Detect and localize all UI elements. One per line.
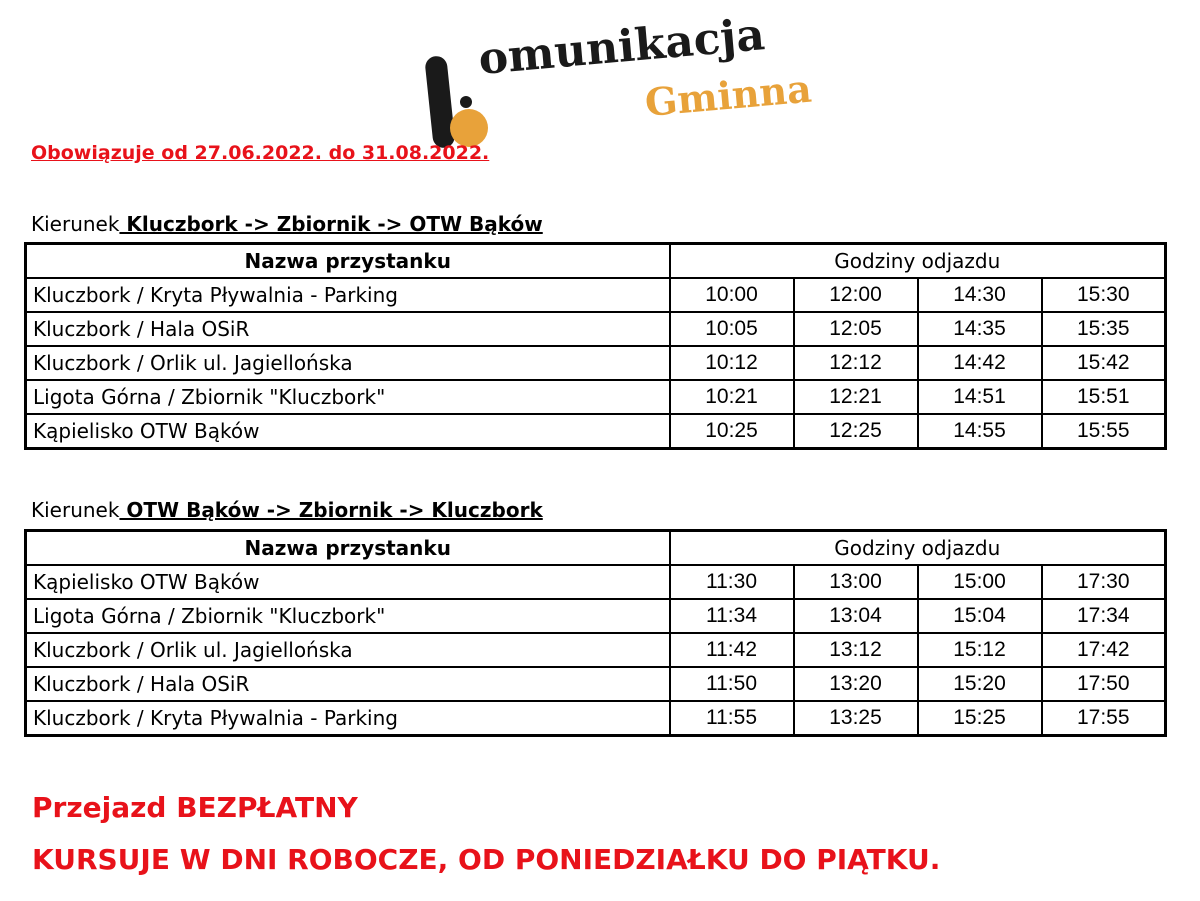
departure-time: 10:12 [670,346,794,380]
table-row [26,380,1166,414]
table-row [26,633,1166,667]
logo-text-komunikacja: omunikacja [476,9,767,86]
departure-time: 14:55 [918,414,1042,449]
departure-time: 15:42 [1042,346,1166,380]
departure-time: 11:55 [670,701,794,736]
departure-time: 12:25 [794,414,918,449]
departure-time: 15:00 [918,565,1042,599]
departure-time: 17:50 [1042,667,1166,701]
departure-time: 15:20 [918,667,1042,701]
table-row [26,565,1166,599]
direction-prefix: Kierunek [31,212,120,236]
departure-time: 13:20 [794,667,918,701]
departure-time: 15:30 [1042,278,1166,312]
departure-time: 17:55 [1042,701,1166,736]
departure-time: 11:42 [670,633,794,667]
departure-time: 14:42 [918,346,1042,380]
departure-time: 17:42 [1042,633,1166,667]
direction-route: OTW Bąków -> Zbiornik -> Kluczbork [119,498,543,522]
departure-time: 11:30 [670,565,794,599]
departure-time: 12:05 [794,312,918,346]
table-row [26,414,1166,449]
departure-time: 13:00 [794,565,918,599]
departure-time: 14:30 [918,278,1042,312]
stop-name: Kluczbork / Hala OSiR [26,312,670,346]
stop-name: Ligota Górna / Zbiornik "Kluczbork" [26,380,670,414]
departure-time: 15:55 [1042,414,1166,449]
stop-name: Kluczbork / Kryta Pływalnia - Parking [26,278,670,312]
departure-time: 15:25 [918,701,1042,736]
departure-time: 15:04 [918,599,1042,633]
stop-name: Kluczbork / Hala OSiR [26,667,670,701]
departure-time: 13:04 [794,599,918,633]
header-departure-hours: Godziny odjazdu [670,244,1166,279]
weekday-service-notice: KURSUJE W DNI ROBOCZE, OD PONIEDZIAŁKU DO PIĄTKU. [32,843,941,876]
departure-time: 17:30 [1042,565,1166,599]
stop-name: Kąpielisko OTW Bąków [26,565,670,599]
header-stop-name: Nazwa przystanku [26,244,670,279]
departure-time: 13:25 [794,701,918,736]
departure-time: 17:34 [1042,599,1166,633]
timetable-2 [24,529,1167,737]
header-stop-name: Nazwa przystanku [26,531,670,566]
departure-time: 12:21 [794,380,918,414]
direction-route: Kluczbork -> Zbiornik -> OTW Bąków [119,212,543,236]
departure-time: 10:05 [670,312,794,346]
direction-prefix: Kierunek [31,498,120,522]
table-row [26,346,1166,380]
table-row [26,312,1166,346]
departure-time: 15:35 [1042,312,1166,346]
departure-time: 10:21 [670,380,794,414]
departure-time: 12:00 [794,278,918,312]
header-departure-hours: Godziny odjazdu [670,531,1166,566]
departure-time: 15:12 [918,633,1042,667]
table-header-row [26,531,1166,566]
free-ride-notice: Przejazd BEZPŁATNY [32,791,358,824]
departure-time: 10:00 [670,278,794,312]
validity-period: Obowiązuje od 27.06.2022. do 31.08.2022. [31,142,490,164]
departure-time: 14:51 [918,380,1042,414]
departure-time: 11:50 [670,667,794,701]
table-row [26,278,1166,312]
stop-name: Kąpielisko OTW Bąków [26,414,670,449]
logo-text-gminna: Gminna [643,65,814,125]
stop-name: Kluczbork / Orlik ul. Jagiellońska [26,346,670,380]
departure-time: 15:51 [1042,380,1166,414]
table-header-row [26,244,1166,279]
stop-name: Kluczbork / Kryta Pływalnia - Parking [26,701,670,736]
stop-name: Kluczbork / Orlik ul. Jagiellońska [26,633,670,667]
departure-time: 13:12 [794,633,918,667]
departure-time: 12:12 [794,346,918,380]
logo [425,9,845,133]
departure-time: 11:34 [670,599,794,633]
direction-heading-1 [31,212,543,236]
direction-heading-2 [31,498,543,522]
departure-time: 14:35 [918,312,1042,346]
stop-name: Ligota Górna / Zbiornik "Kluczbork" [26,599,670,633]
table-row [26,599,1166,633]
table-row [26,701,1166,736]
departure-time: 10:25 [670,414,794,449]
table-row [26,667,1166,701]
timetable-1 [24,242,1167,450]
